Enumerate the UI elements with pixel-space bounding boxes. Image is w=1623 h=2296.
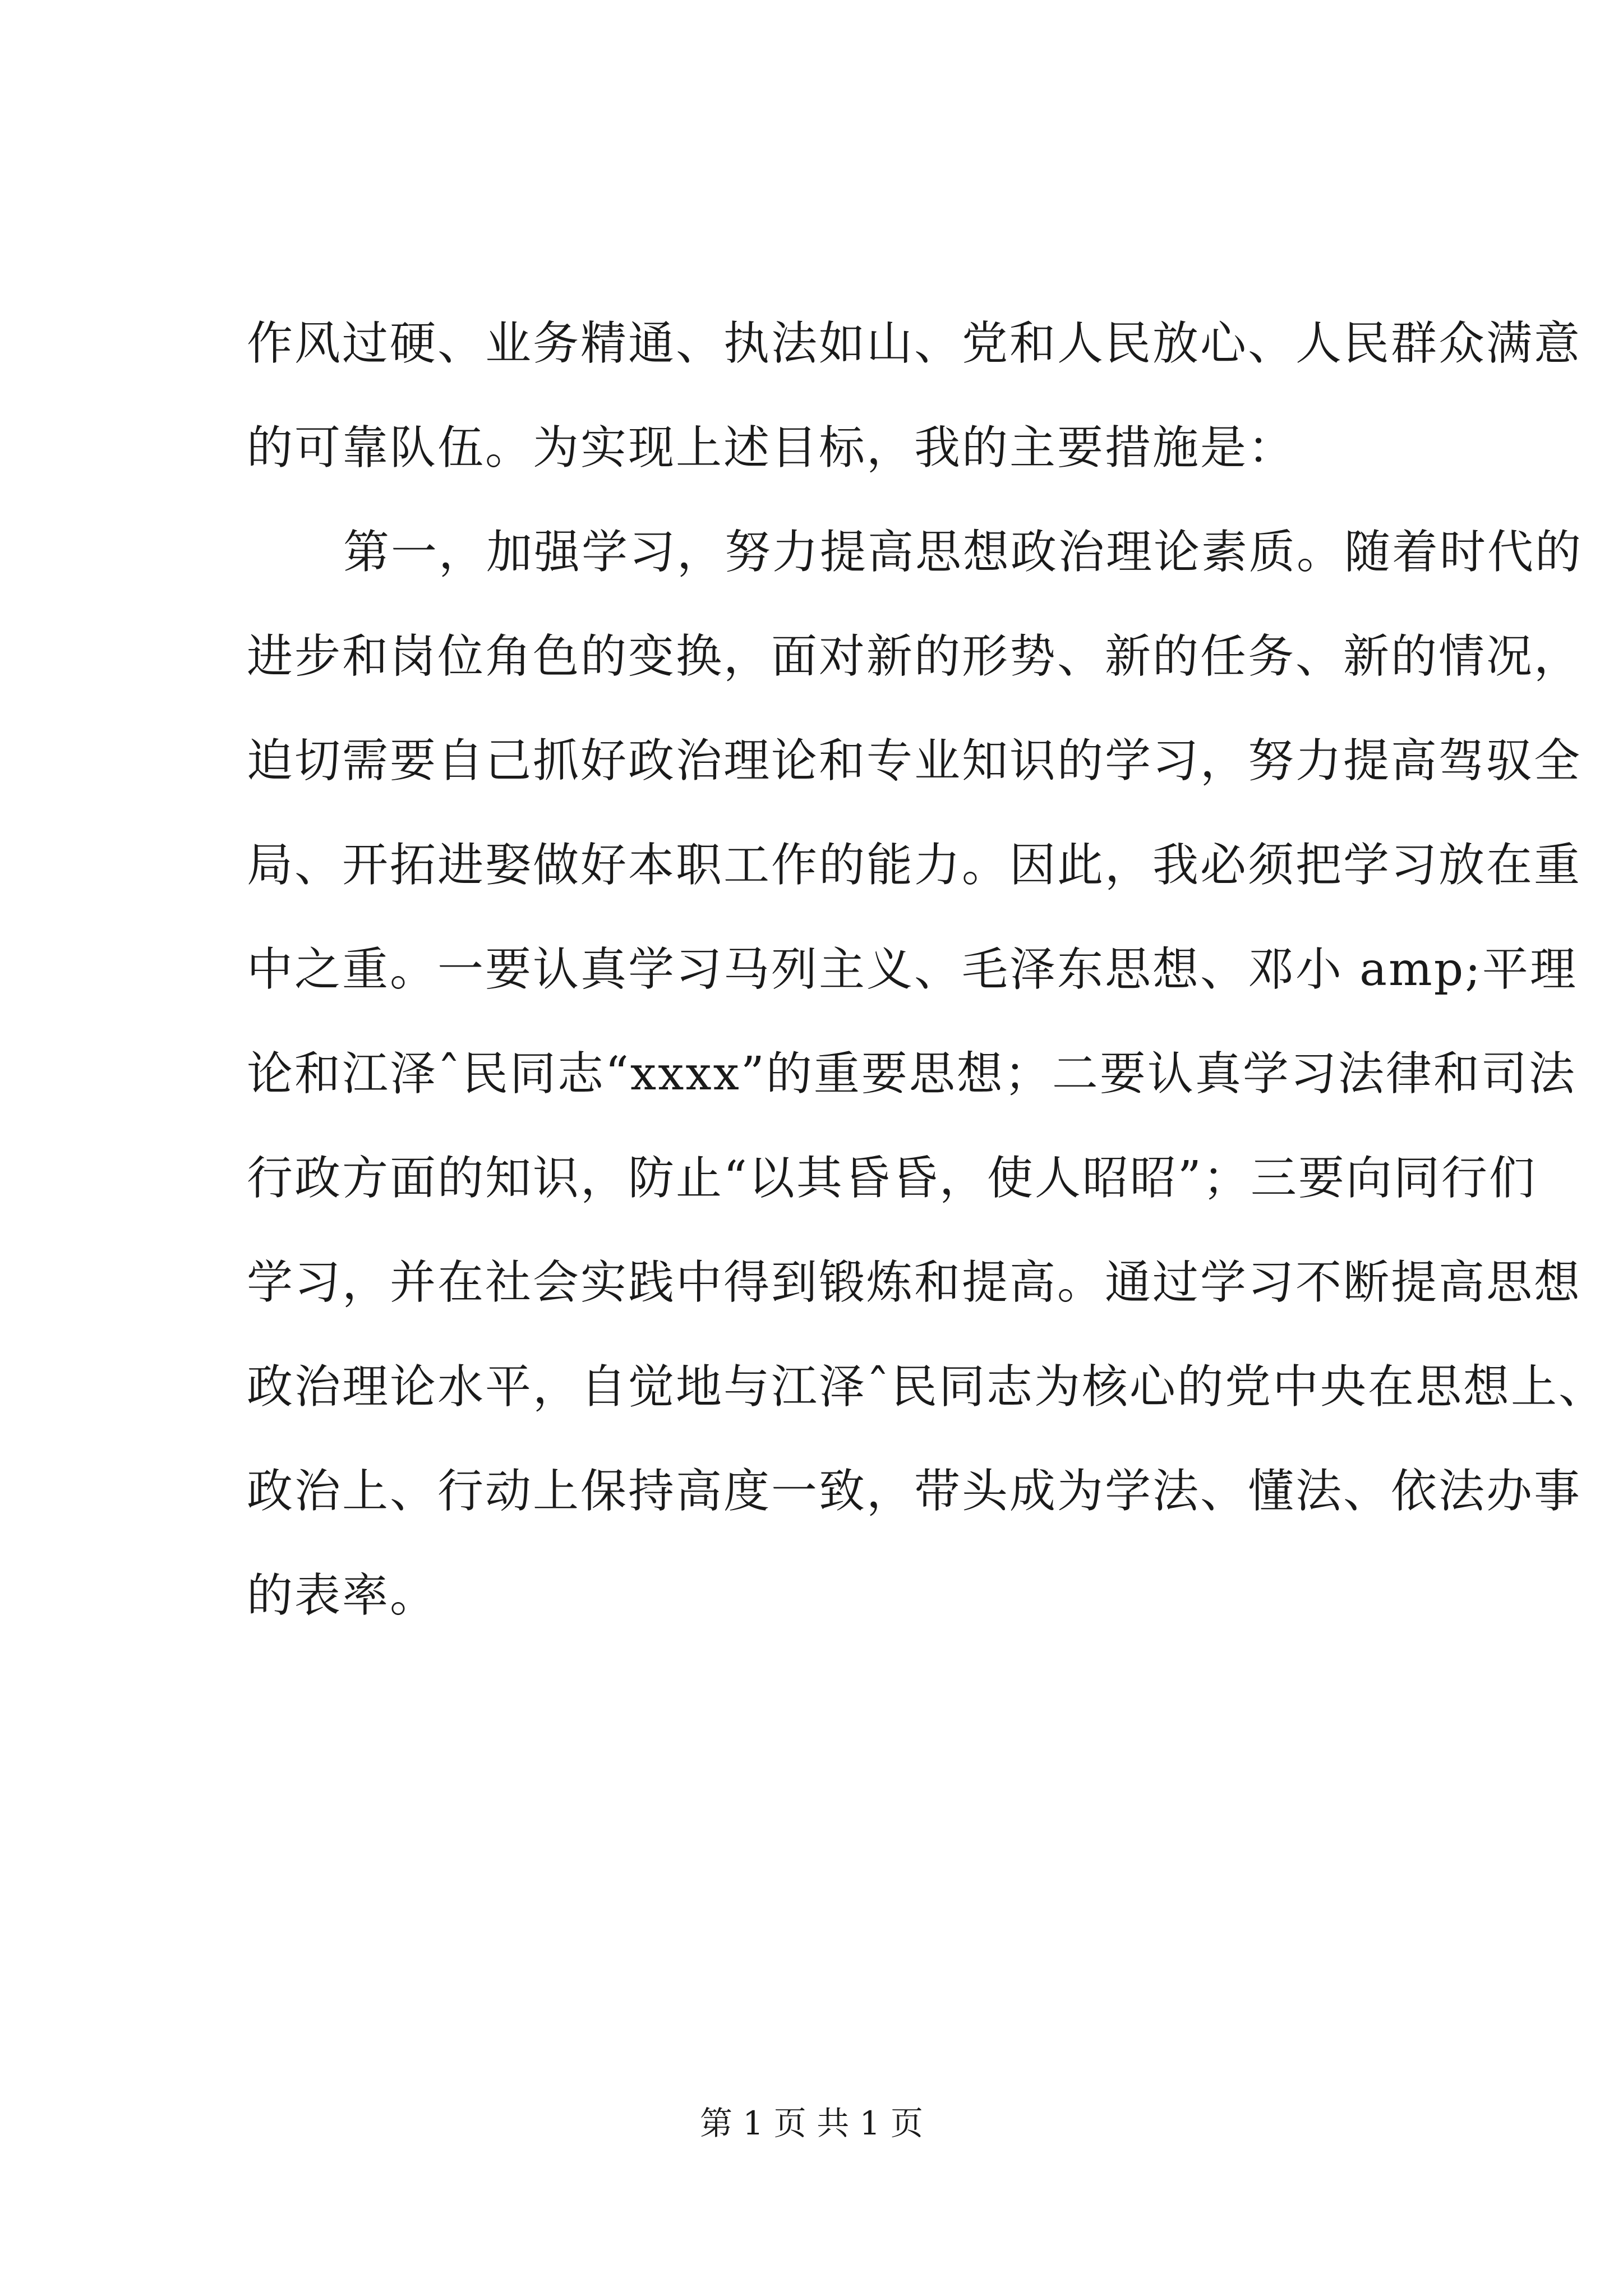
text-line: 的表率。: [247, 1569, 438, 1622]
text-line: 政治上、行动上保持高度一致，带头成为学法、懂法、依法办事: [247, 1465, 1582, 1518]
text-line: 的可靠队伍。为实现上述目标，我的主要措施是：: [247, 421, 1296, 475]
body-text: [247, 292, 1607, 1648]
text-line: 政治理论水平，自觉地与江泽ˆ民同志为核心的党中央在思想上、: [247, 1360, 1607, 1414]
text-line: 学习，并在社会实践中得到锻炼和提高。通过学习不断提高思想: [247, 1256, 1582, 1309]
text-line: 迫切需要自己抓好政治理论和专业知识的学习，努力提高驾驭全: [247, 734, 1582, 788]
page-footer: 第 1 页 共 1 页: [700, 2104, 923, 2142]
text-line: 局、开拓进娶做好本职工作的能力。因此，我必须把学习放在重: [247, 839, 1582, 892]
paragraph-start-line: 第一，加强学习，努力提高思想政治理论素质。随着时代的: [343, 526, 1583, 579]
text-line: 行政方面的知识，防止“以其昏昏，使人昭昭”；三要向同行们: [247, 1152, 1537, 1205]
text-line: 作风过硬、业务精通、执法如山、党和人民放心、人民群众满意: [247, 317, 1582, 370]
text-line: 进步和岗位角色的变换，面对新的形势、新的任务、新的情况，: [247, 630, 1582, 683]
text-line: 中之重。一要认真学习马列主义、毛泽东思想、邓小 amp;平理: [247, 943, 1578, 996]
text-line: 论和江泽ˆ民同志“xxxx”的重要思想；二要认真学习法律和司法: [247, 1047, 1576, 1101]
